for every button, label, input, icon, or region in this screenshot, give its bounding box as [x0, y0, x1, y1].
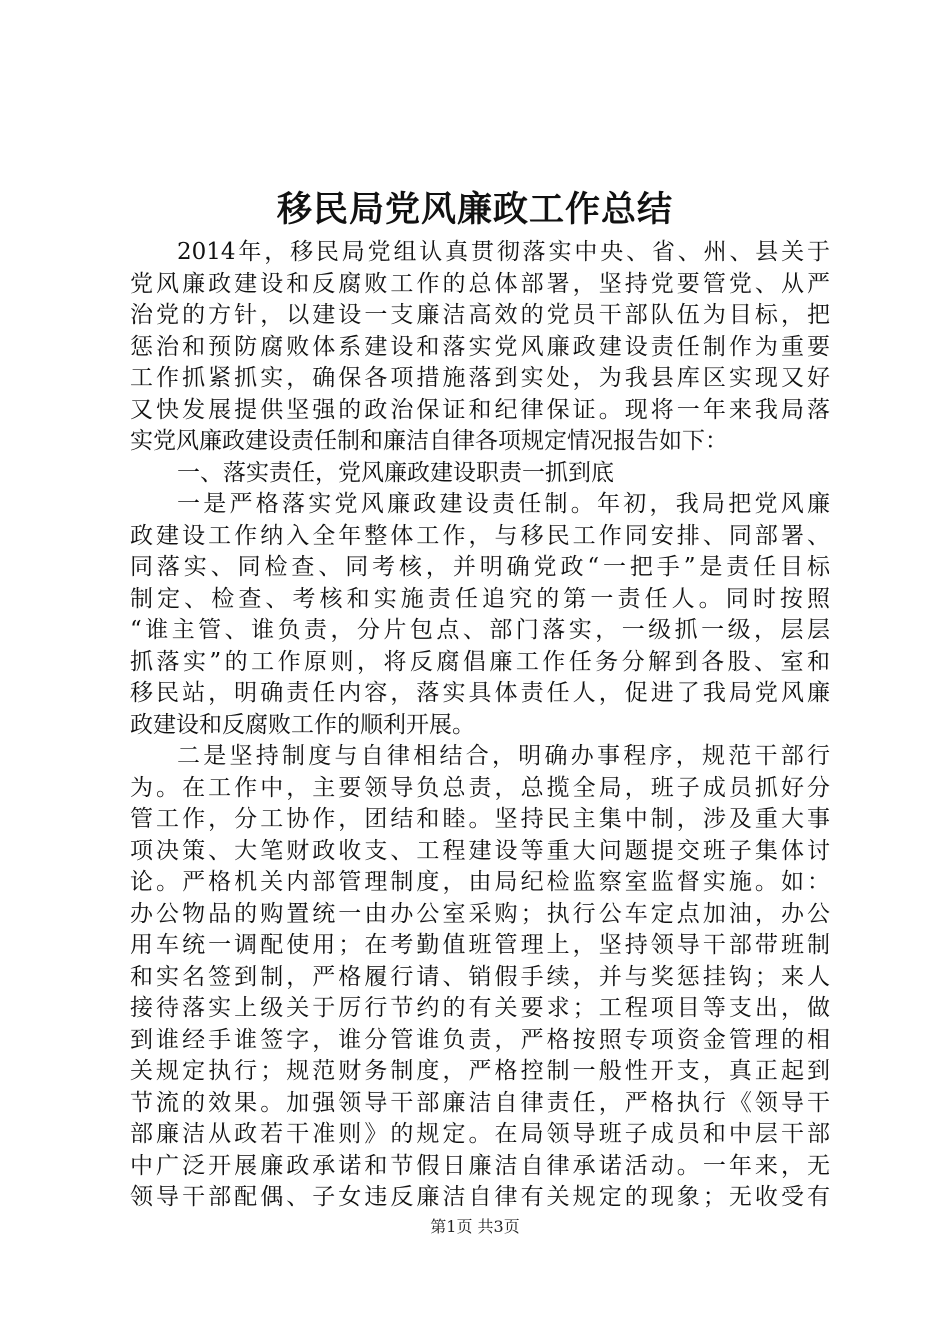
- text-line: 2014年，移民局党组认真贯彻落实中央、省、州、县关于: [177, 239, 830, 265]
- text-line: 又快发展提供坚强的政治保证和纪律保证。现将一年来我局落: [130, 396, 830, 423]
- text-line: 关规定执行；规范财务制度，严格控制一般性开支，真正起到: [130, 1058, 830, 1084]
- text-line: 治党的方针，以建设一支廉洁高效的党员干部队伍为目标，把: [130, 302, 830, 328]
- text-line: 部廉洁从政若干准则》的规定。在局领导班子成员和中层干部: [130, 1121, 830, 1147]
- text-line: “谁主管、谁负责，分片包点、部门落实，一级抓一级，层层: [130, 617, 830, 643]
- text-line: 中广泛开展廉政承诺和节假日廉洁自律承诺活动。一年来，无: [130, 1152, 830, 1179]
- text-line: 政建设和反腐败工作的顺利开展。: [130, 711, 475, 738]
- text-line: 为。在工作中，主要领导负总责，总揽全局，班子成员抓好分: [130, 774, 830, 801]
- text-line: 制定、检查、考核和实施责任追究的第一责任人。同时按照: [130, 585, 830, 612]
- text-line: 同落实、同检查、同考核，并明确党政“一把手”是责任目标: [130, 554, 830, 580]
- text-line: 接待落实上级关于厉行节约的有关要求；工程项目等支出，做: [130, 995, 830, 1021]
- text-line: 办公物品的购置统一由办公室采购；执行公车定点加油，办公: [130, 900, 830, 927]
- text-line: 一是严格落实党风廉政建设责任制。年初，我局把党风廉: [177, 491, 830, 517]
- text-line: 党风廉政建设和反腐败工作的总体部署，坚持党要管党、从严: [130, 270, 830, 297]
- text-line: 二是坚持制度与自律相结合，明确办事程序，规范干部行: [177, 743, 830, 769]
- document-body: [130, 237, 830, 1214]
- text-line: 工作抓紧抓实，确保各项措施落到实处，为我县库区实现又好: [130, 365, 830, 391]
- text-line: 抓落实”的工作原则，将反腐倡廉工作任务分解到各股、室和: [130, 648, 830, 675]
- text-line: 惩治和预防腐败体系建设和落实党风廉政建设责任制作为重要: [130, 333, 830, 360]
- text-line: 论。严格机关内部管理制度，由局纪检监察室监督实施。如：: [130, 869, 830, 895]
- page-number: 第1页 共3页: [430, 1217, 520, 1236]
- text-line: 政建设工作纳入全年整体工作，与移民工作同安排、同部署、: [130, 522, 830, 549]
- text-line: 用车统一调配使用；在考勤值班管理上，坚持领导干部带班制: [130, 932, 830, 958]
- text-line: 一、落实责任，党风廉政建设职责一抓到底: [177, 459, 614, 486]
- text-line: 到谁经手谁签字，谁分管谁负责，严格按照专项资金管理的相: [130, 1026, 830, 1053]
- text-line: 项决策、大笔财政收支、工程建设等重大问题提交班子集体讨: [130, 837, 830, 864]
- text-line: 实党风廉政建设责任制和廉洁自律各项规定情况报告如下：: [130, 428, 728, 454]
- text-line: 领导干部配偶、子女违反廉洁自律有关规定的现象；无收受有: [130, 1184, 830, 1210]
- text-line: 和实名签到制，严格履行请、销假手续，并与奖惩挂钩；来人: [130, 963, 830, 990]
- document-title: 移民局党风廉政工作总结: [276, 189, 673, 230]
- text-line: 管工作，分工协作，团结和睦。坚持民主集中制，涉及重大事: [130, 806, 830, 832]
- text-line: 移民站，明确责任内容，落实具体责任人，促进了我局党风廉: [130, 680, 830, 706]
- text-line: 节流的效果。加强领导干部廉洁自律责任，严格执行《领导干: [130, 1089, 830, 1116]
